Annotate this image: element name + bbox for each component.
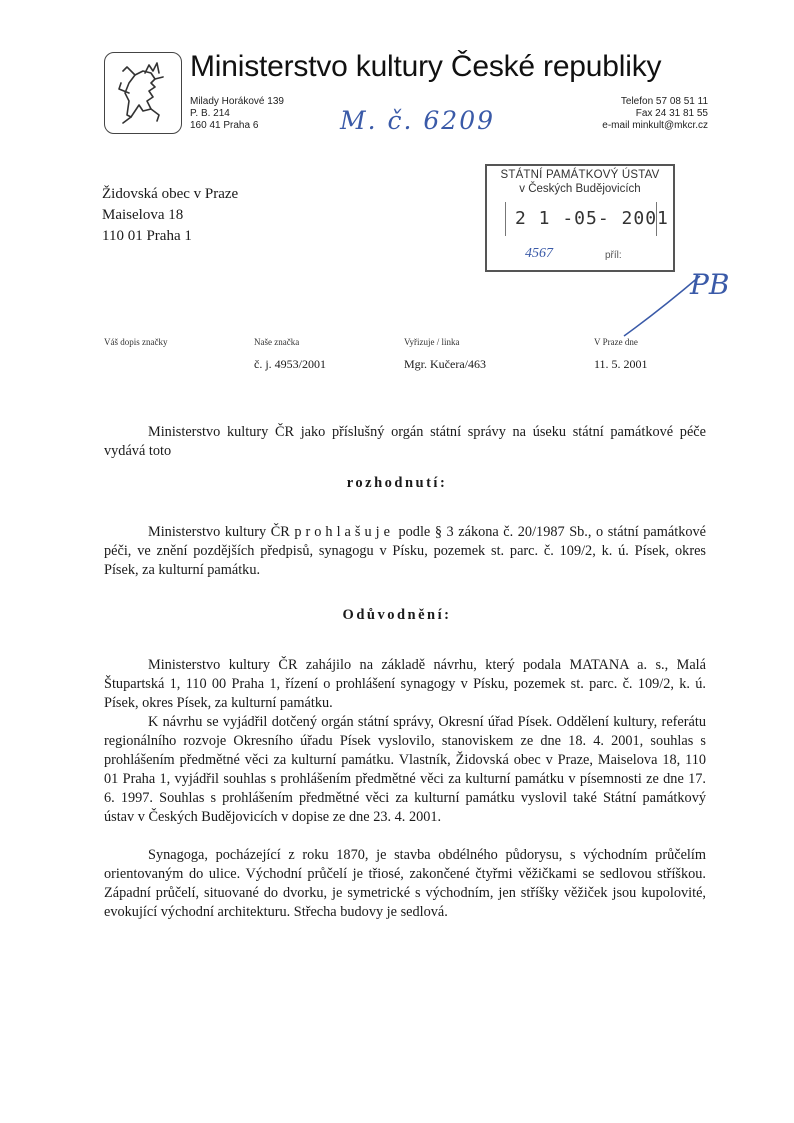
recipient-line: 110 01 Praha 1: [102, 228, 192, 244]
handwritten-initials: PB: [690, 268, 730, 301]
justification-paragraph: K návrhu se vyjádřil dotčený orgán státní správy, Okresní úřad Písek. Oddělení kultury, referátu regionálního rozvoje Okresního úřadu Písek vyslovilo, stanoviskem ze dne 18. 4. 2001, souhlas s prohlášením předmětné věci za kulturní památku. Vlastník, Židovská obec v Praze, Maiselova 18, 110 01 Praha 1, vyjádřil souhlas s prohlášením předmětné věci za kulturní památku v písemnosti ze dne 17. 6. 1997. Souhlas s prohlášením předmětné věci za kulturní památku vyslovil také Státní památkový ústav v Českých Budějovicích v dopise ze dne 23. 4. 2001.: [104, 714, 706, 825]
handwritten-reference-number: M. č. 6209: [340, 106, 496, 135]
coat-of-arms-lion-icon: [105, 53, 181, 133]
ref-label-our-ref: Naše značka: [254, 337, 300, 347]
stamp-date: 2 1 -05- 2001: [515, 208, 669, 229]
recipient-line: Židovská obec v Praze: [102, 186, 239, 202]
ref-label-date: V Praze dne: [594, 337, 638, 347]
address-line: 160 41 Praha 6: [190, 120, 259, 131]
stamp-handwritten-number: 4567: [525, 246, 553, 261]
justification-heading: Odůvodnění:: [342, 607, 452, 623]
received-stamp: [485, 164, 675, 272]
stamp-location: v Českých Budějovicích: [519, 183, 641, 195]
address-line: P. B. 214: [190, 108, 230, 119]
ref-value-handled-by: Mgr. Kučera/463: [404, 357, 486, 371]
recipient-line: Maiselova 18: [102, 207, 184, 223]
decision-paragraph: [104, 523, 706, 580]
ref-label-handled-by: Vyřizuje / linka: [404, 337, 460, 347]
justification-paragraph: Synagoga, pocházející z roku 1870, je stavba obdélného půdorysu, s východním průčelím orientovaným do ulice. Východní průčelí je třiosé, zakončené čtyřmi věžičkami se sedlovou stříškou. Západní průčelí, situované do dvorku, je symetrické s východním, jen stříšky věžiček jsou kupolovité, evokující východní architekturu. Střecha budovy je sedlová.: [104, 847, 706, 920]
contact-line: Telefon 57 08 51 11: [620, 96, 708, 107]
contact-line: e-mail minkult@mkcr.cz: [602, 120, 708, 131]
contact-line: Fax 24 31 81 55: [635, 108, 708, 119]
ref-label-your-letter: Váš dopis značky: [104, 337, 168, 347]
ministry-title: Ministerstvo kultury České republiky: [190, 50, 662, 83]
stamp-attachment-label: příl:: [605, 250, 622, 261]
decision-text: podle § 3 zákona č. 20/1987 Sb., o státní památkové péči, ve znění pozdějších předpisů, synagogu v Písku, pozemek st. parc. č. 109/2, k. ú. Písek, okres Písek, za kulturní památku.: [104, 524, 707, 578]
justification-paragraph: Ministerstvo kultury ČR zahájilo na základě návrhu, který podala MATANA a. s., Malá Štupartská 1, 110 00 Praha 1, řízení o prohlášení synagogy v Písku, pozemek st. parc. č. 109/2, k. ú. Písek, okres Písek, za kulturní památku.: [104, 657, 706, 711]
ref-value-our-ref: č. j. 4953/2001: [254, 357, 326, 371]
address-line: Milady Horákové 139: [190, 96, 284, 107]
ref-value-date: 11. 5. 2001: [594, 357, 648, 371]
decision-verb: prohlašuje: [294, 524, 394, 540]
stamp-institution: STÁTNÍ PAMÁTKOVÝ ÚSTAV: [500, 169, 660, 181]
decision-subject: Ministerstvo kultury ČR: [148, 524, 290, 540]
decision-heading: rozhodnutí:: [346, 475, 448, 491]
intro-paragraph: Ministerstvo kultury ČR jako příslušný orgán státní správy na úseku státní památkové péče vydává toto: [104, 424, 706, 459]
ministry-logo: [104, 52, 182, 134]
